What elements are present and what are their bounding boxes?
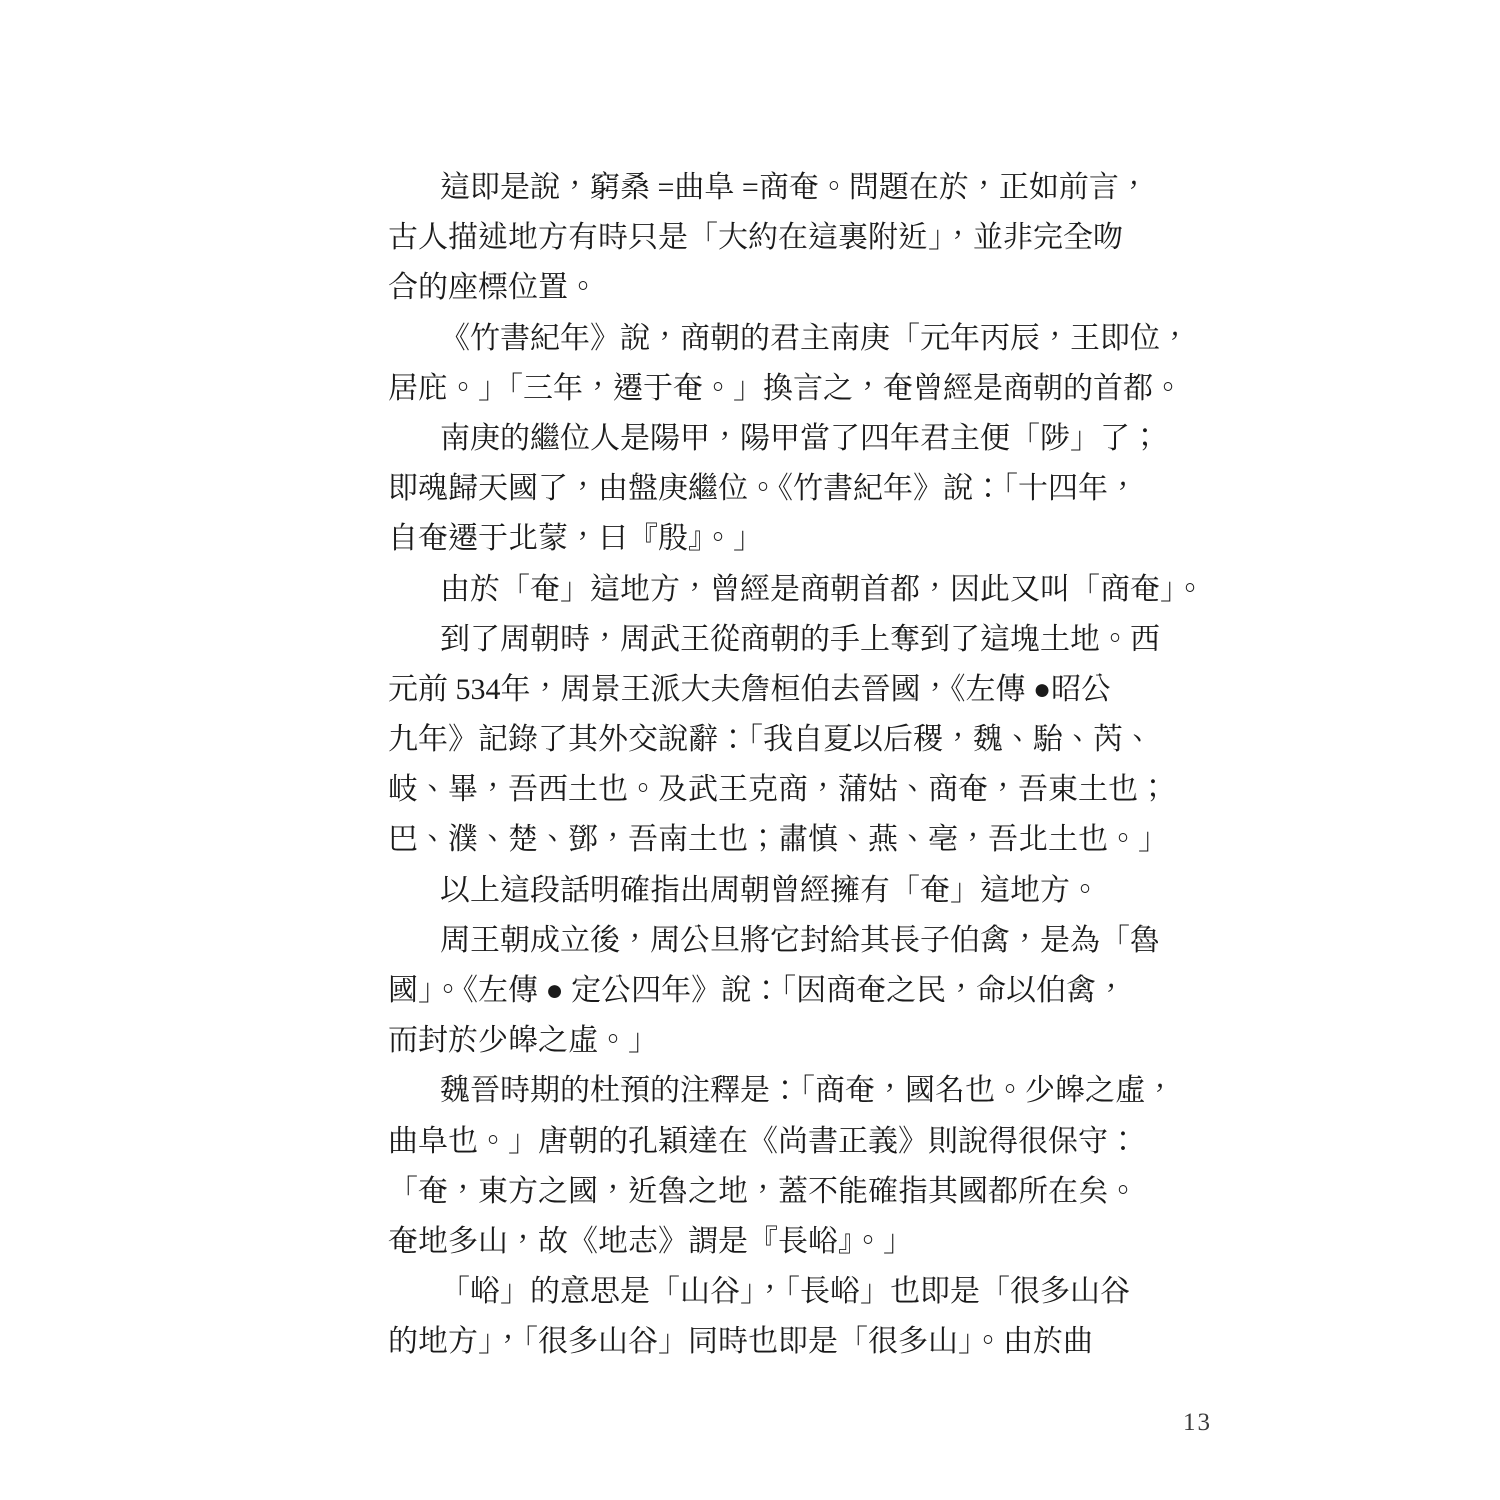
text-line: 曲阜也。」唐朝的孔穎達在《尚書正義》則說得很保守： <box>388 1124 1138 1158</box>
text-line: 巴、濮、楚、鄧，吾南土也；肅慎、燕、亳，吾北土也。」 <box>388 823 1168 857</box>
text-line: 國」。《左傳 ● 定公四年》說：「因商奄之民，命以伯禽， <box>388 974 1127 1007</box>
text-block <box>388 163 1205 1368</box>
text-line: 居庇。」「三年，遷于奄。」換言之，奄曾經是商朝的首都。 <box>388 371 1183 405</box>
text-line: 這即是說，窮桑 =曲阜 =商奄。問題在於，正如前言， <box>440 171 1149 204</box>
text-line: 古人描述地方有時只是「大約在這裏附近」，並非完全吻 <box>388 221 1123 255</box>
text-line: 由於「奄」這地方，曾經是商朝首都，因此又叫「商奄」。 <box>440 572 1205 606</box>
text-line: 九年》記錄了其外交說辭：「我自夏以后稷，魏、駘、芮、 <box>388 723 1153 757</box>
text-line: 「峪」的意思是「山谷」，「長峪」也即是「很多山谷 <box>440 1275 1130 1309</box>
text-line: 岐、畢，吾西土也。及武王克商，蒲姑、商奄，吾東土也； <box>388 773 1168 807</box>
text-line: 魏晉時期的杜預的注釋是：「商奄，國名也。少皞之虛， <box>440 1074 1175 1108</box>
page-number: 13 <box>1183 1409 1212 1436</box>
text-line: 元前 534年，周景王派大夫詹桓伯去晉國，《左傳 ●昭公 <box>388 672 1112 706</box>
text-line: 即魂歸天國了，由盤庚繼位。《竹書紀年》說：「十四年， <box>388 472 1138 506</box>
text-line: 奄地多山，故《地志》謂是『長峪』。」 <box>388 1224 913 1258</box>
text-line: 而封於少皞之虛。」 <box>388 1024 658 1058</box>
text-line: 「奄，東方之國，近魯之地，蓋不能確指其國都所在矣。 <box>388 1174 1138 1208</box>
text-line: 南庚的繼位人是陽甲，陽甲當了四年君主便「陟」了； <box>440 421 1160 455</box>
text-line: 周王朝成立後，周公旦將它封給其長子伯禽，是為「魯 <box>440 923 1160 957</box>
text-line: 的地方」，「很多山谷」同時也即是「很多山」。由於曲 <box>388 1325 1093 1359</box>
text-line: 自奄遷于北蒙，曰『殷』。」 <box>388 522 763 556</box>
text-line: 以上這段話明確指出周朝曾經擁有「奄」這地方。 <box>440 873 1100 907</box>
text-line: 到了周朝時，周武王從商朝的手上奪到了這塊土地。西 <box>440 622 1160 656</box>
text-line: 《竹書紀年》說，商朝的君主南庚「元年丙辰，王即位， <box>440 321 1190 355</box>
text-line: 合的座標位置。 <box>388 271 598 305</box>
